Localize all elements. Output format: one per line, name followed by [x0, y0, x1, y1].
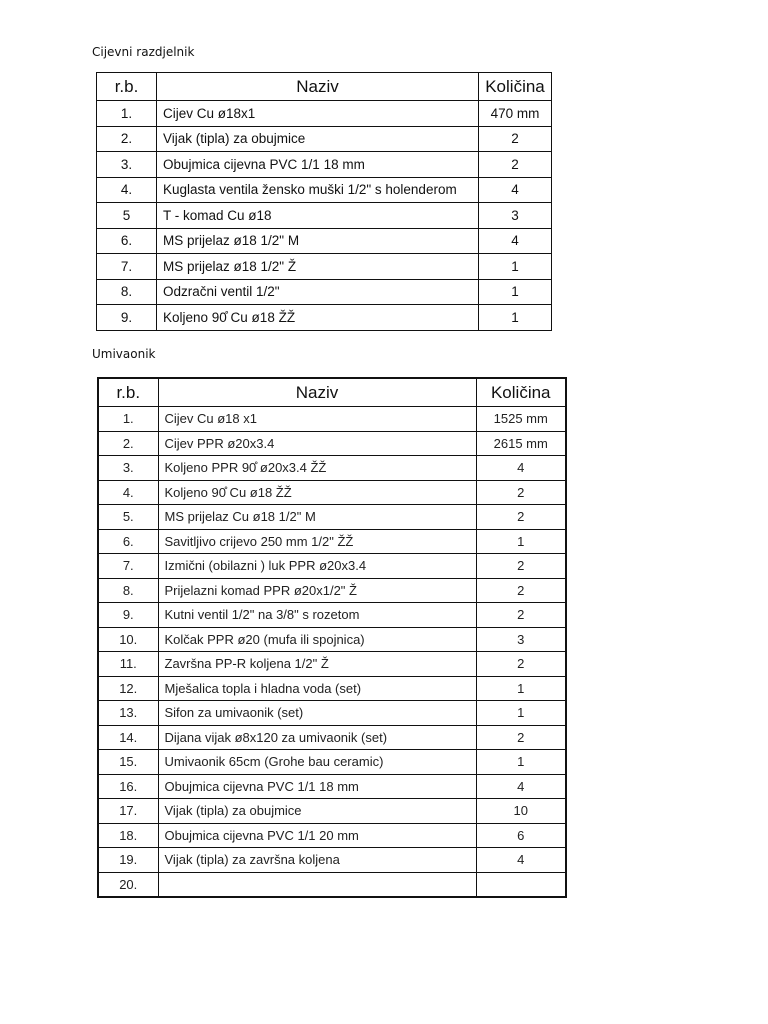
row-number: 15. [98, 750, 158, 775]
item-quantity: 1 [479, 254, 552, 280]
row-number: 7. [97, 254, 157, 280]
item-name: Vijak (tipla) za obujmice [158, 799, 476, 824]
item-name: Savitljivo crijevo 250 mm 1/2" ŽŽ [158, 529, 476, 554]
item-quantity: 1 [479, 279, 552, 305]
table-row [98, 750, 566, 775]
column-header-naziv: Naziv [158, 378, 476, 407]
item-quantity: 2 [476, 505, 566, 530]
item-quantity: 2 [479, 152, 552, 178]
item-name: Završna PP-R koljena 1/2" Ž [158, 652, 476, 677]
row-number: 20. [98, 872, 158, 897]
row-number: 18. [98, 823, 158, 848]
table-row [98, 872, 566, 897]
item-quantity [476, 872, 566, 897]
table-row [98, 407, 566, 432]
item-quantity: 1525 mm [476, 407, 566, 432]
table-row [98, 431, 566, 456]
item-name: Koljeno 90̊ Cu ø18 ŽŽ [158, 480, 476, 505]
row-number: 11. [98, 652, 158, 677]
item-quantity: 4 [476, 848, 566, 873]
row-number: 7. [98, 554, 158, 579]
table-row [97, 101, 552, 127]
table-row [98, 676, 566, 701]
table-header-row [98, 378, 566, 407]
item-name: Kolčak PPR ø20 (mufa ili spojnica) [158, 627, 476, 652]
table-row [97, 177, 552, 203]
item-name: Cijev Cu ø18 x1 [158, 407, 476, 432]
item-quantity: 10 [476, 799, 566, 824]
item-quantity: 2615 mm [476, 431, 566, 456]
item-quantity: 1 [476, 676, 566, 701]
item-name: Obujmica cijevna PVC 1/1 18 mm [158, 774, 476, 799]
table-row [98, 554, 566, 579]
item-quantity: 3 [479, 203, 552, 229]
item-quantity: 1 [476, 529, 566, 554]
row-number: 9. [97, 305, 157, 331]
item-name: Cijev PPR ø20x3.4 [158, 431, 476, 456]
item-quantity: 2 [476, 603, 566, 628]
column-header-rb: r.b. [98, 378, 158, 407]
table-row [98, 578, 566, 603]
table-row [98, 652, 566, 677]
item-quantity: 4 [476, 774, 566, 799]
table-row [97, 305, 552, 331]
row-number: 16. [98, 774, 158, 799]
row-number: 2. [97, 126, 157, 152]
table-row [97, 254, 552, 280]
item-name: Koljeno PPR 90̊ ø20x3.4 ŽŽ [158, 456, 476, 481]
table-row [98, 529, 566, 554]
row-number: 1. [98, 407, 158, 432]
table-row [97, 152, 552, 178]
table-row [97, 126, 552, 152]
row-number: 5 [97, 203, 157, 229]
table-row [98, 725, 566, 750]
item-name: Obujmica cijevna PVC 1/1 18 mm [157, 152, 479, 178]
column-header-naziv: Naziv [157, 73, 479, 101]
table-row [98, 480, 566, 505]
row-number: 4. [97, 177, 157, 203]
item-name: MS prijelaz Cu ø18 1/2" M [158, 505, 476, 530]
item-name: Kutni ventil 1/2" na 3/8" s rozetom [158, 603, 476, 628]
item-quantity: 6 [476, 823, 566, 848]
table-row [97, 279, 552, 305]
item-quantity: 2 [476, 554, 566, 579]
table-row [97, 228, 552, 254]
table-row [98, 823, 566, 848]
table-row [97, 203, 552, 229]
item-name: Koljeno 90̊ Cu ø18 ŽŽ [157, 305, 479, 331]
table-cijevni-razdjelnik [96, 72, 552, 331]
item-quantity: 2 [479, 126, 552, 152]
row-number: 1. [97, 101, 157, 127]
section-heading-cijevni-razdjelnik: Cijevni razdjelnik [92, 45, 195, 59]
row-number: 12. [98, 676, 158, 701]
item-name: Cijev Cu ø18x1 [157, 101, 479, 127]
row-number: 4. [98, 480, 158, 505]
row-number: 5. [98, 505, 158, 530]
row-number: 6. [98, 529, 158, 554]
row-number: 19. [98, 848, 158, 873]
item-name: T - komad Cu ø18 [157, 203, 479, 229]
item-quantity: 4 [479, 177, 552, 203]
item-name: Obujmica cijevna PVC 1/1 20 mm [158, 823, 476, 848]
table-header-row [97, 73, 552, 101]
item-name: Dijana vijak ø8x120 za umivaonik (set) [158, 725, 476, 750]
item-name: Kuglasta ventila žensko muški 1/2" s holenderom [157, 177, 479, 203]
item-name: Odzračni ventil 1/2" [157, 279, 479, 305]
item-name [158, 872, 476, 897]
row-number: 3. [97, 152, 157, 178]
item-quantity: 2 [476, 725, 566, 750]
row-number: 17. [98, 799, 158, 824]
row-number: 10. [98, 627, 158, 652]
table-umivaonik [97, 377, 567, 898]
item-name: Prijelazni komad PPR ø20x1/2" Ž [158, 578, 476, 603]
table-row [98, 505, 566, 530]
item-name: Sifon za umivaonik (set) [158, 701, 476, 726]
item-name: Vijak (tipla) za obujmice [157, 126, 479, 152]
item-quantity: 470 mm [479, 101, 552, 127]
table-row [98, 774, 566, 799]
item-quantity: 4 [479, 228, 552, 254]
column-header-kolicina: Količina [476, 378, 566, 407]
item-quantity: 2 [476, 578, 566, 603]
section-heading-umivaonik: Umivaonik [92, 347, 156, 361]
row-number: 2. [98, 431, 158, 456]
item-name: Izmični (obilazni ) luk PPR ø20x3.4 [158, 554, 476, 579]
row-number: 8. [97, 279, 157, 305]
item-quantity: 1 [479, 305, 552, 331]
column-header-rb: r.b. [97, 73, 157, 101]
row-number: 6. [97, 228, 157, 254]
row-number: 9. [98, 603, 158, 628]
column-header-kolicina: Količina [479, 73, 552, 101]
row-number: 14. [98, 725, 158, 750]
row-number: 13. [98, 701, 158, 726]
table-row [98, 603, 566, 628]
item-name: MS prijelaz ø18 1/2" Ž [157, 254, 479, 280]
item-quantity: 3 [476, 627, 566, 652]
item-name: Umivaonik 65cm (Grohe bau ceramic) [158, 750, 476, 775]
table-row [98, 799, 566, 824]
table-row [98, 456, 566, 481]
row-number: 3. [98, 456, 158, 481]
item-quantity: 1 [476, 750, 566, 775]
item-name: Mješalica topla i hladna voda (set) [158, 676, 476, 701]
item-name: MS prijelaz ø18 1/2" M [157, 228, 479, 254]
table-row [98, 701, 566, 726]
item-quantity: 2 [476, 652, 566, 677]
item-quantity: 4 [476, 456, 566, 481]
item-name: Vijak (tipla) za završna koljena [158, 848, 476, 873]
item-quantity: 1 [476, 701, 566, 726]
row-number: 8. [98, 578, 158, 603]
item-quantity: 2 [476, 480, 566, 505]
table-row [98, 627, 566, 652]
table-row [98, 848, 566, 873]
